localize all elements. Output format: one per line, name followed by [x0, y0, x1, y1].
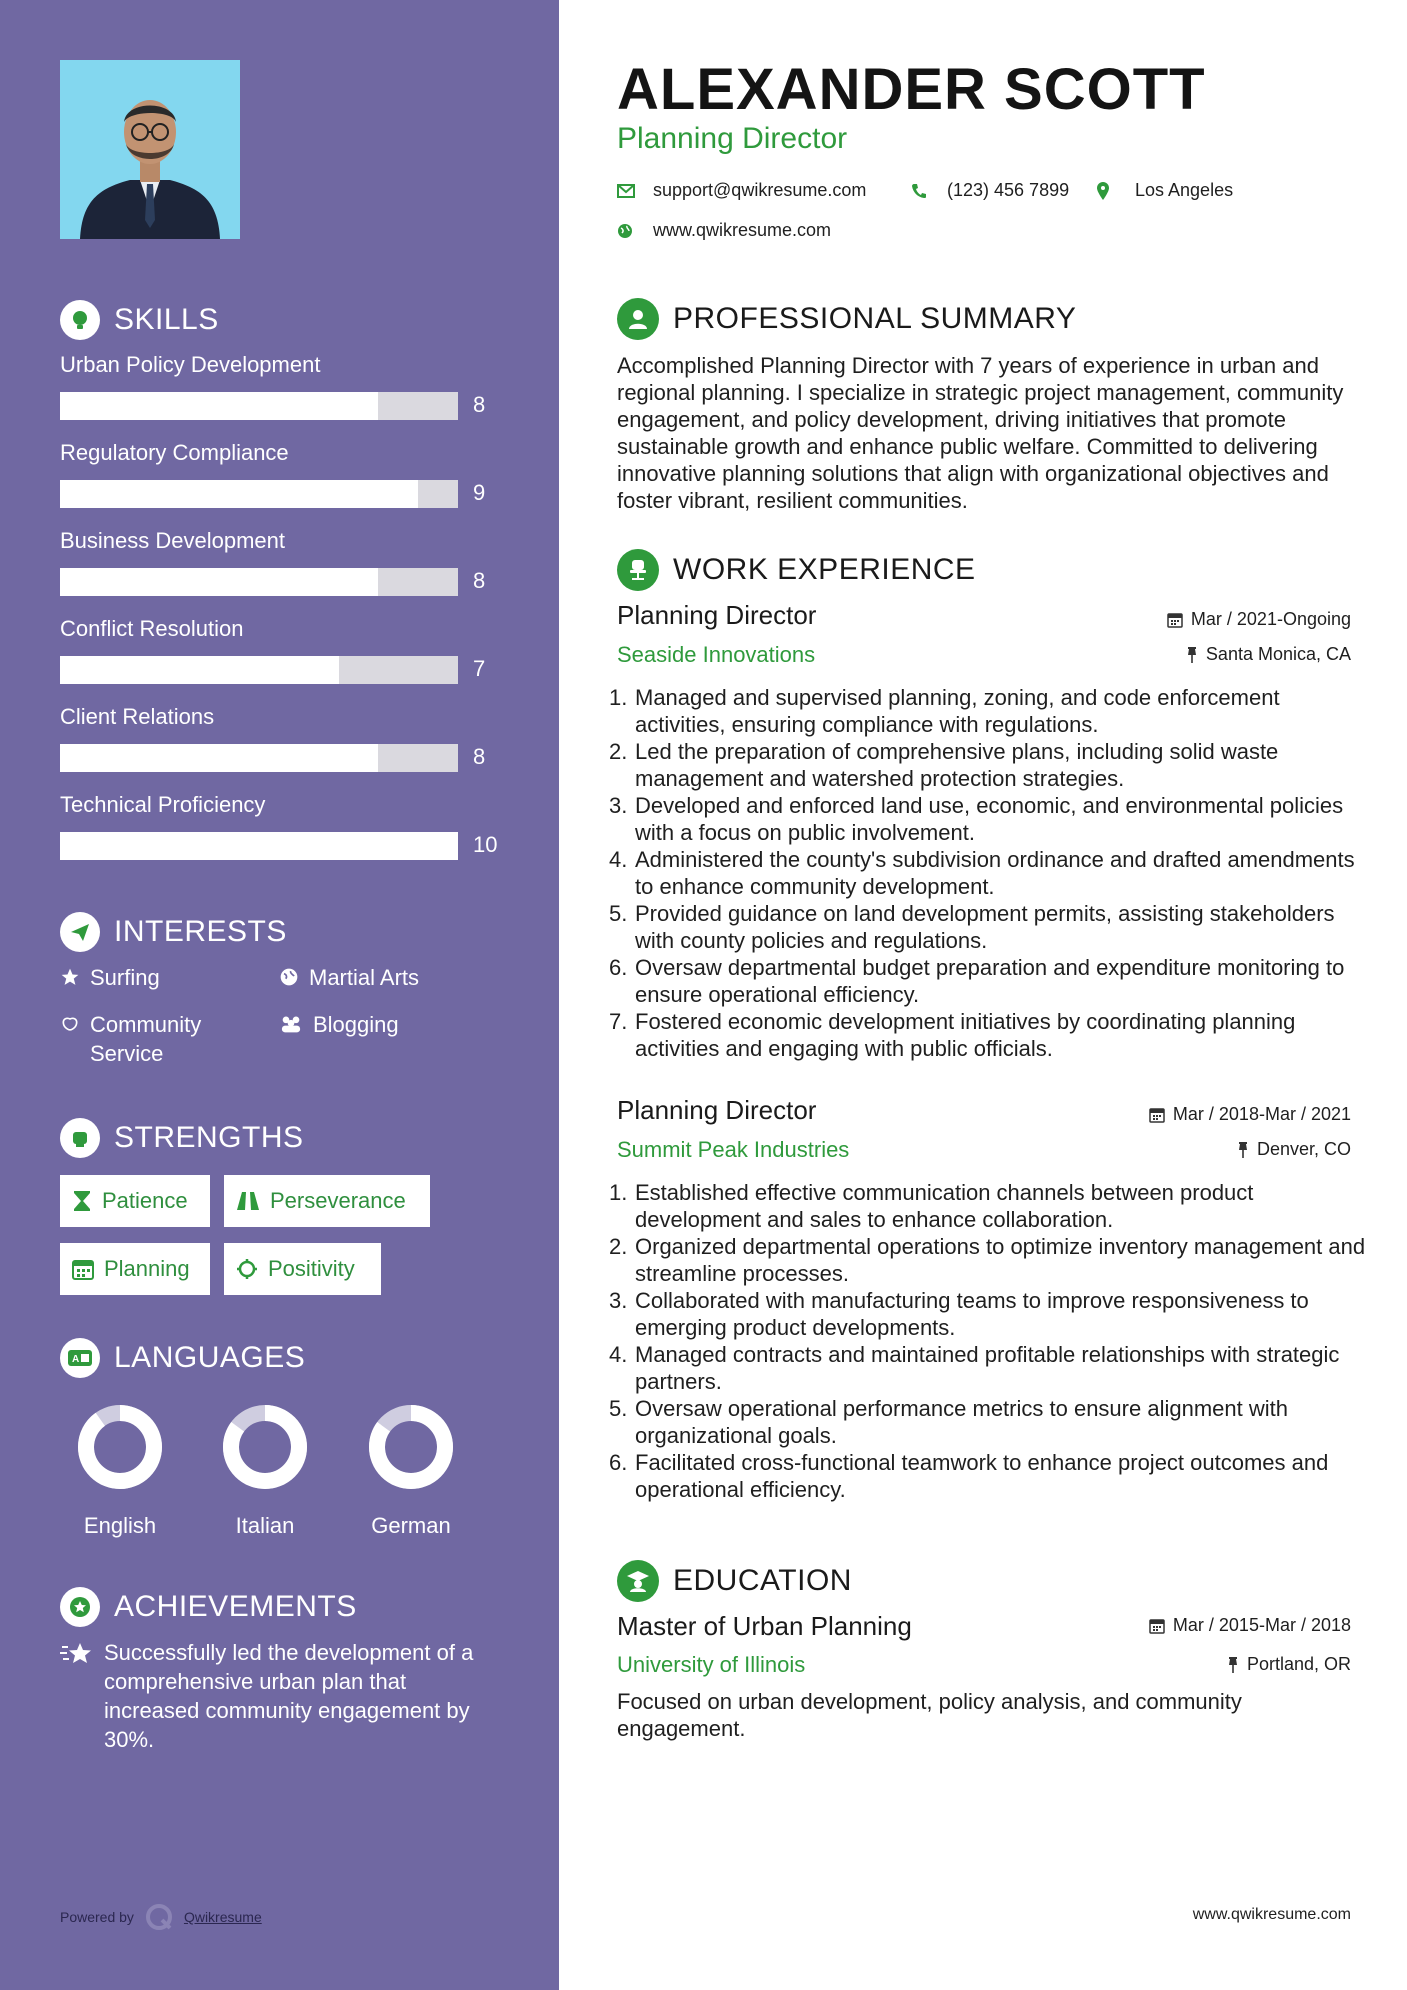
language-donut — [220, 1402, 310, 1492]
phone-icon — [911, 183, 927, 199]
bullet-text: Managed and supervised planning, zoning, and code enforcement activities, ensuring compliance with regulations. — [635, 685, 1280, 737]
skills-heading — [60, 300, 219, 340]
list-item: 5. Provided guidance on land development permits, assisting stakeholders with county policies and regulations. — [609, 900, 1369, 954]
skill-bar — [60, 480, 458, 508]
achievements-title: ACHIEVEMENTS — [114, 1590, 357, 1623]
bullet-text: Fostered economic development initiatives by coordinating planning activities and engaging with public officials. — [635, 1009, 1296, 1061]
bullet-text: Established effective communication channels between product development and sales to enhance collaboration. — [635, 1180, 1254, 1232]
paper-plane-icon — [60, 912, 100, 952]
envelope-icon — [617, 184, 635, 198]
language-label: English — [83, 1513, 157, 1538]
strength-label: Patience — [102, 1188, 188, 1213]
job-title: Planning Director — [617, 600, 817, 630]
skills-title: SKILLS — [114, 303, 219, 336]
strength-chip — [60, 1175, 210, 1227]
powered-by — [60, 1902, 262, 1932]
skill-bar-fill — [60, 656, 339, 684]
skill-value: 7 — [473, 656, 486, 681]
job-location — [1186, 644, 1351, 665]
contact-location — [1097, 180, 1233, 201]
job-dates — [1149, 1104, 1351, 1125]
powered-by-label: Powered by — [60, 1909, 134, 1925]
sidebar — [0, 0, 559, 1990]
bullet-text: Collaborated with manufacturing teams to improve responsiveness to emerging product developments. — [635, 1288, 1309, 1340]
globe-icon — [279, 967, 299, 987]
calendar-icon — [1149, 1107, 1165, 1123]
bullet-text: Managed contracts and maintained profitable relationships with strategic partners. — [635, 1342, 1340, 1394]
contact-email[interactable] — [617, 180, 866, 201]
skill-name: Technical Proficiency — [60, 792, 266, 817]
job-title: Planning Director — [617, 1095, 817, 1125]
language-item — [205, 1402, 325, 1539]
skill-bar-fill — [60, 480, 418, 508]
list-item: 4. Managed contracts and maintained profitable relationships with strategic partners. — [609, 1341, 1369, 1395]
main-content — [559, 0, 1407, 1990]
interest-item — [60, 963, 160, 992]
calendar-icon — [1149, 1618, 1165, 1634]
job-bullets — [609, 684, 1369, 1062]
strengths-title: STRENGTHS — [114, 1121, 304, 1154]
interest-item — [279, 963, 419, 992]
svg-text:A: A — [72, 1354, 80, 1365]
education-title: EDUCATION — [673, 1564, 852, 1597]
job-dates-text: Mar / 2021-Ongoing — [1190, 609, 1351, 629]
strength-label: Perseverance — [270, 1188, 406, 1213]
strength-chip — [60, 1243, 210, 1295]
strength-label: Positivity — [268, 1256, 355, 1281]
footer-website-link[interactable]: www.qwikresume.com — [1192, 1906, 1351, 1923]
bullet-text: Oversaw departmental budget preparation and expenditure monitoring to ensure operational efficiency. — [635, 955, 1345, 1007]
bullet-text: Developed and enforced land use, economic, and environmental policies with a focus on public involvement. — [635, 793, 1344, 845]
language-item — [60, 1402, 180, 1539]
interest-label: Surfing — [90, 965, 160, 990]
summary-heading — [617, 298, 1076, 340]
qwikresume-link[interactable]: Qwikresume — [183, 1909, 262, 1925]
pushpin-icon — [1237, 1142, 1249, 1158]
skill-name: Regulatory Compliance — [60, 440, 289, 465]
candidate-title: Planning Director — [617, 122, 848, 155]
pushpin-icon — [1227, 1657, 1239, 1673]
job-company: Seaside Innovations — [617, 642, 816, 667]
skill-name: Business Development — [60, 528, 286, 553]
lightbulb-icon — [60, 300, 100, 340]
list-item: 1. Established effective communication channels between product development and sales to enhance collaboration. — [609, 1179, 1369, 1233]
users-icon — [279, 1014, 303, 1034]
contact-phone[interactable] — [911, 180, 1069, 201]
education-location-text: Portland, OR — [1246, 1654, 1351, 1674]
skill-bar — [60, 656, 458, 684]
candidate-name: ALEXANDER SCOTT — [617, 57, 1206, 122]
language-item — [351, 1402, 471, 1539]
bullet-text: Provided guidance on land development permits, assisting stakeholders with county policies and regulations. — [635, 901, 1335, 953]
skill-bar — [60, 568, 458, 596]
interest-label: Martial Arts — [309, 965, 420, 990]
graduate-icon — [617, 1560, 659, 1602]
bullet-text: Led the preparation of comprehensive plans, including solid waste management and watershed protection strategies. — [635, 739, 1279, 791]
skill-name: Client Relations — [60, 704, 215, 729]
interests-title: INTERESTS — [114, 915, 287, 948]
contact-website[interactable] — [617, 220, 831, 241]
qwikresume-logo-icon — [144, 1902, 174, 1932]
skill-bar-fill — [60, 392, 378, 420]
fist-icon — [60, 1118, 100, 1158]
job-dates — [1167, 609, 1351, 630]
list-item: 6. Facilitated cross-functional teamwork to enhance project outcomes and operational efficiency. — [609, 1449, 1369, 1503]
profile-photo — [60, 60, 240, 239]
list-item: 2. Led the preparation of comprehensive plans, including solid waste management and watershed protection strategies. — [609, 738, 1369, 792]
skill-value: 8 — [473, 392, 486, 417]
strength-chip — [224, 1175, 430, 1227]
interests-heading — [60, 912, 287, 952]
summary-text: Accomplished Planning Director with 7 years of experience in urban and regional planning. I specialize in strategic project management, community engagement, and policy development, driving initiatives that promote sustainable growth and enhance public welfare. Committed to delivering innovative planning solutions that align with organizational objectives and foster vibrant, resilient communities. — [617, 353, 1344, 513]
phone-text: (123) 456 7899 — [947, 180, 1070, 200]
hand-icon — [60, 1014, 80, 1034]
skill-bar — [60, 832, 458, 860]
language-donut — [75, 1402, 165, 1492]
language-label: German — [371, 1513, 451, 1538]
email-text: support@qwikresume.com — [653, 180, 867, 200]
user-icon — [617, 298, 659, 340]
bullet-text: Administered the county's subdivision ordinance and drafted amendments to enhance community development. — [635, 847, 1355, 899]
skill-bar-fill — [60, 744, 378, 772]
list-item: 3. Collaborated with manufacturing teams to improve responsiveness to emerging product developments. — [609, 1287, 1369, 1341]
interest-label: Community Service — [90, 1012, 202, 1066]
badge-star-icon — [60, 1587, 100, 1627]
strength-label: Planning — [104, 1256, 190, 1281]
stars-icon — [60, 1641, 94, 1667]
experience-heading — [617, 549, 976, 591]
education-location — [1227, 1654, 1351, 1675]
strength-chip — [224, 1243, 381, 1295]
interest-label: Blogging — [313, 1012, 399, 1037]
job-dates-text: Mar / 2018-Mar / 2021 — [1172, 1104, 1351, 1124]
skill-bar — [60, 392, 458, 420]
bullet-text: Facilitated cross-functional teamwork to enhance project outcomes and operational efficiency. — [635, 1450, 1329, 1502]
map-pin-icon — [1097, 182, 1109, 200]
achievements-heading — [60, 1587, 357, 1627]
website-text: www.qwikresume.com — [653, 220, 832, 240]
hourglass-icon — [72, 1190, 92, 1212]
skill-value: 8 — [473, 744, 486, 769]
location-text: Los Angeles — [1135, 180, 1234, 200]
calendar-icon — [72, 1258, 94, 1280]
achievement-item — [60, 1638, 500, 1754]
list-item: 7. Fostered economic development initiatives by coordinating planning activities and engaging with public officials. — [609, 1008, 1369, 1062]
education-degree: Master of Urban Planning — [617, 1611, 912, 1641]
experience-title: WORK EXPERIENCE — [673, 553, 976, 586]
skill-value: 10 — [473, 832, 498, 857]
strengths-heading — [60, 1118, 304, 1158]
sun-icon — [236, 1258, 258, 1280]
education-dates-text: Mar / 2015-Mar / 2018 — [1172, 1615, 1351, 1635]
pushpin-icon — [1186, 647, 1198, 663]
skill-bar — [60, 744, 458, 772]
interest-item — [279, 1010, 399, 1039]
globe-icon — [617, 223, 633, 239]
languages-title: LANGUAGES — [114, 1341, 306, 1374]
job-location — [1237, 1139, 1351, 1160]
job-bullets — [609, 1179, 1369, 1503]
education-text: Focused on urban development, policy analysis, and community engagement. — [617, 1689, 1242, 1741]
skill-name: Urban Policy Development — [60, 352, 321, 377]
star-icon — [60, 967, 80, 987]
language-donut — [366, 1402, 456, 1492]
job-location-text: Santa Monica, CA — [1205, 644, 1351, 664]
summary-title: PROFESSIONAL SUMMARY — [673, 302, 1077, 335]
job-company: Summit Peak Industries — [617, 1137, 850, 1162]
list-item: 3. Developed and enforced land use, economic, and environmental policies with a focus on public involvement. — [609, 792, 1369, 846]
list-item: 5. Oversaw operational performance metrics to ensure alignment with organizational goals. — [609, 1395, 1369, 1449]
calendar-icon — [1167, 612, 1183, 628]
skill-bar-fill — [60, 832, 458, 860]
achievement-text: Successfully led the development of a comprehensive urban plan that increased community engagement by 30%. — [104, 1640, 474, 1752]
skill-name: Conflict Resolution — [60, 616, 244, 641]
list-item: 6. Oversaw departmental budget preparation and expenditure monitoring to ensure operational efficiency. — [609, 954, 1369, 1008]
list-item: 1. Managed and supervised planning, zoning, and code enforcement activities, ensuring compliance with regulations. — [609, 684, 1369, 738]
interest-item — [60, 1010, 260, 1068]
office-chair-icon — [617, 549, 659, 591]
list-item: 4. Administered the county's subdivision ordinance and drafted amendments to enhance community development. — [609, 846, 1369, 900]
education-heading — [617, 1560, 852, 1602]
bullet-text: Oversaw operational performance metrics to ensure alignment with organizational goals. — [635, 1396, 1288, 1448]
education-school: University of Illinois — [617, 1652, 806, 1677]
road-icon — [236, 1191, 260, 1211]
bullet-text: Organized departmental operations to optimize inventory management and streamline processes. — [635, 1234, 1366, 1286]
skill-value: 9 — [473, 480, 486, 505]
language-label: Italian — [235, 1513, 295, 1538]
skill-value: 8 — [473, 568, 486, 593]
education-dates — [1149, 1615, 1351, 1636]
languages-heading — [60, 1338, 305, 1378]
donut-fill — [86, 1413, 154, 1481]
skill-bar-fill — [60, 568, 378, 596]
language-icon — [60, 1338, 100, 1378]
list-item: 2. Organized departmental operations to optimize inventory management and streamline processes. — [609, 1233, 1369, 1287]
job-location-text: Denver, CO — [1256, 1139, 1351, 1159]
